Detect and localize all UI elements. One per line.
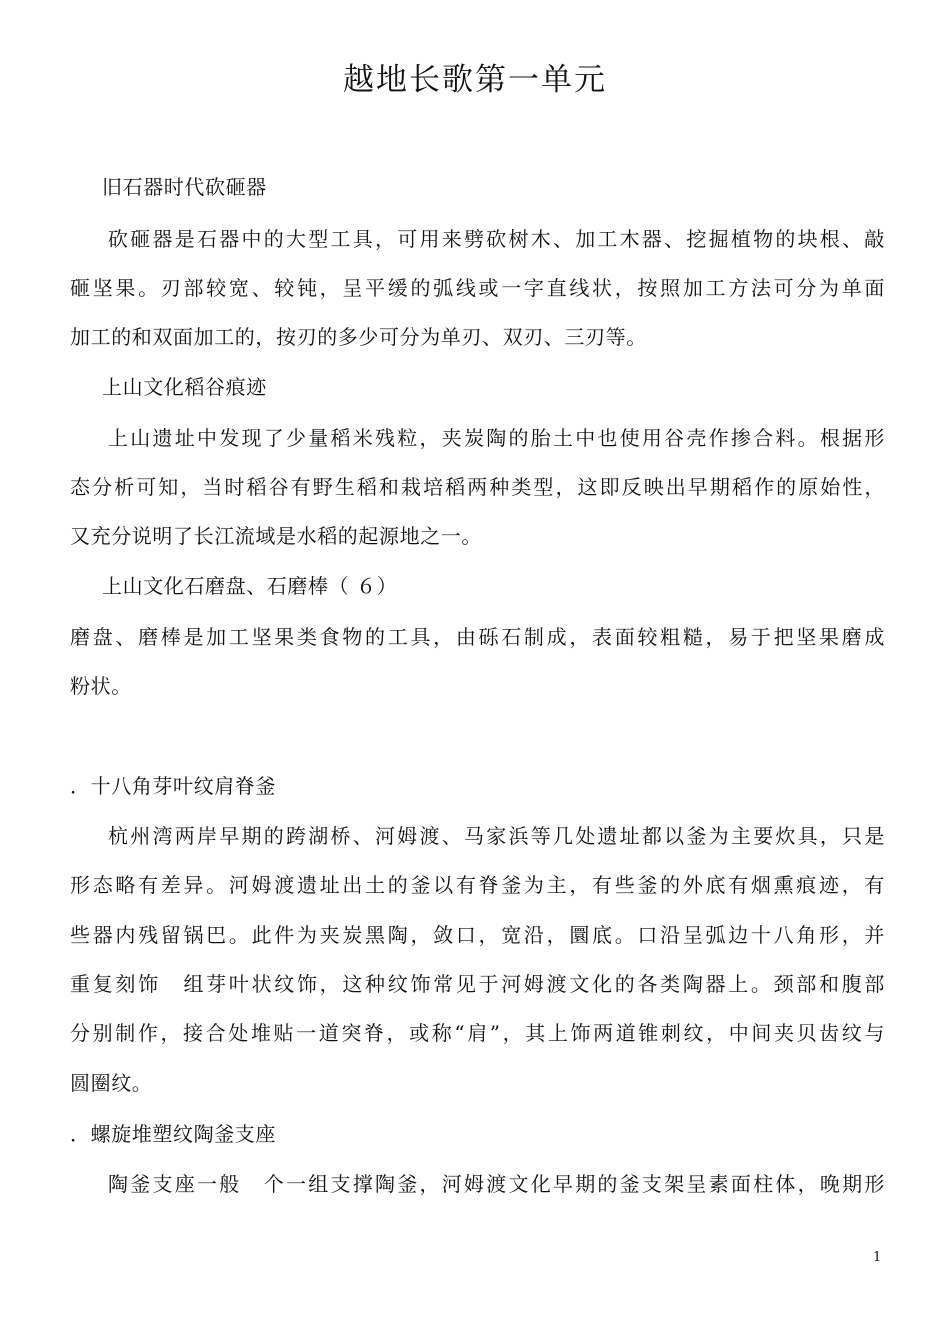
paragraph-line: 形态略有差异。河姆渡遗址出土的釜以有脊釜为主，有些釜的外底有烟熏痕迹，有 <box>70 873 885 897</box>
paragraph-line: 粉状。 <box>70 674 132 698</box>
paragraph-line: 重复刻饰 组芽叶状纹饰，这种纹饰常见于河姆渡文化的各类陶器上。颈部和腹部 <box>70 972 885 996</box>
paragraph-line: 砸坚果。刃部较宽、较钝，呈平缓的弧线或一字直线状，按照加工方法可分为单面 <box>70 276 885 300</box>
paragraph-line: 加工的和双面加工的，按刃的多少可分为单刃、双刃、三刃等。 <box>70 325 647 349</box>
paragraph-line: 砍砸器是石器中的大型工具，可用来劈砍树木、加工木器、挖掘植物的块根、敲 <box>108 227 885 251</box>
paragraph-line: 些器内残留锅巴。此件为夹炭黑陶，敛口，宽沿，圜底。口沿呈弧边十八角形，并 <box>70 923 885 947</box>
page-number: 1 <box>873 1250 882 1265</box>
paragraph-line: 分别制作，接合处堆贴一道突脊，或称“肩”，其上饰两道锥刺纹，中间夹贝齿纹与 <box>70 1021 885 1045</box>
paragraph-line: 态分析可知，当时稻谷有野生稻和栽培稻两种类型，这即反映出早期稻作的原始性， <box>70 475 885 499</box>
page-title: 越地长歌第一单元 <box>343 62 607 98</box>
paragraph-line: 陶釜支座一般 个一组支撑陶釜，河姆渡文化早期的釜支架呈素面柱体，晚期形 <box>108 1172 885 1196</box>
paragraph-line: 又充分说明了长江流域是水稻的起源地之一。 <box>70 524 482 548</box>
heading-grinding-stone: 上山文化石磨盘、石磨棒（ ６） <box>102 574 398 598</box>
paragraph-line: 杭州湾两岸早期的跨湖桥、河姆渡、马家浜等几处遗址都以釜为主要炊具，只是 <box>108 824 885 848</box>
paragraph-line: 圆圈纹。 <box>70 1071 153 1095</box>
paragraph-line: 上山遗址中发现了少量稻米残粒，夹炭陶的胎土中也使用谷壳作掺合料。根据形 <box>108 426 885 450</box>
heading-pot-support: ．螺旋堆塑纹陶釜支座 <box>70 1122 276 1146</box>
heading-chopper: 旧石器时代砍砸器 <box>102 175 267 199</box>
heading-rice-traces: 上山文化稻谷痕迹 <box>102 375 267 399</box>
paragraph-line: 磨盘、磨棒是加工坚果类食物的工具，由砾石制成，表面较粗糙，易于把坚果磨成 <box>70 625 885 649</box>
heading-cauldron: ．十八角芽叶纹肩脊釜 <box>70 774 276 798</box>
